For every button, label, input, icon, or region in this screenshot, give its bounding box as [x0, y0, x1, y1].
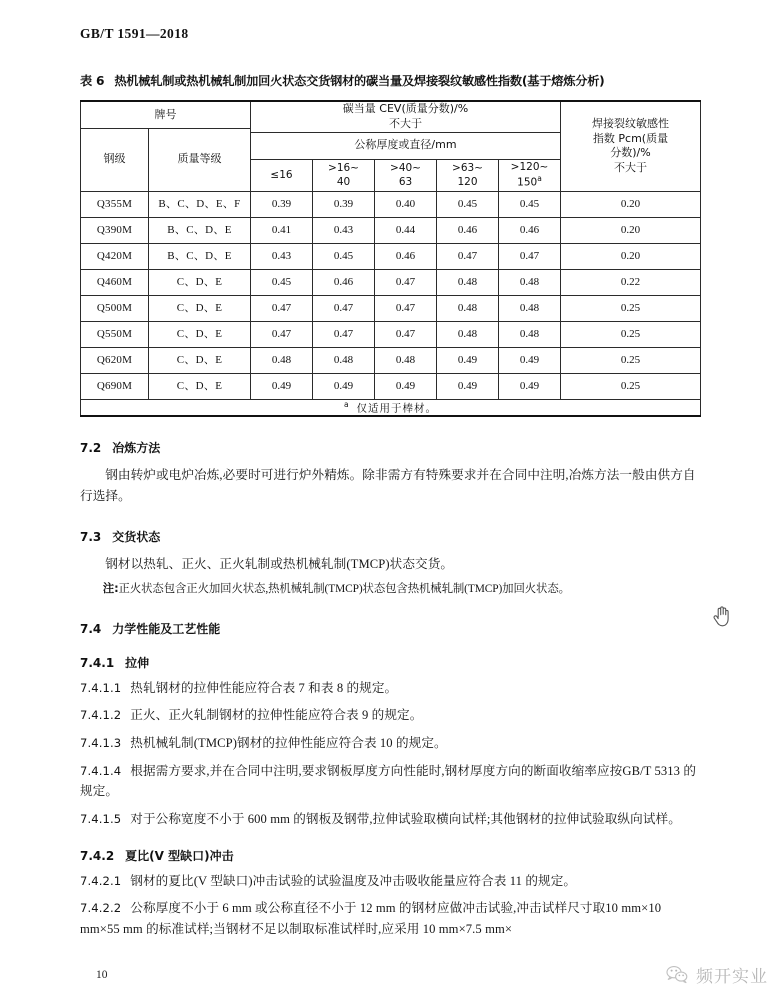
cell-cev-3: 0.48 [437, 295, 499, 321]
cell-grade: Q620M [81, 347, 149, 373]
cell-cev-0: 0.45 [251, 269, 313, 295]
cell-grade: Q690M [81, 373, 149, 399]
cell-quality: C、D、E [149, 373, 251, 399]
section-heading-7-4-1 [80, 654, 704, 671]
clause-number: 7.4.1.3 [80, 736, 122, 751]
header-range-4-footnote-mark: a [537, 174, 542, 184]
clause-7-4-2-1 [80, 871, 704, 892]
header-pcm-title-line2: 指数 Pcm(质量 [592, 131, 669, 145]
cell-cev-0: 0.41 [251, 217, 313, 243]
clause-text: 热机械轧制(TMCP)钢材的拉伸性能应符合表 10 的规定。 [130, 736, 447, 751]
cell-pcm: 0.22 [561, 269, 701, 295]
clause-text: 热轧钢材的拉伸性能应符合表 7 和表 8 的规定。 [130, 680, 398, 695]
header-range-2-line1: >40~ [390, 162, 421, 175]
header-range-0 [251, 159, 313, 191]
cell-quality: B、C、D、E、F [149, 191, 251, 217]
page-number: 10 [96, 969, 108, 981]
clause-number: 7.4.1.4 [80, 763, 122, 778]
cell-pcm: 0.25 [561, 347, 701, 373]
cell-cev-4: 0.49 [499, 347, 561, 373]
table-row [81, 347, 701, 373]
cell-grade: Q390M [81, 217, 149, 243]
header-steel-grade: 钢级 [81, 129, 149, 192]
cell-quality: B、C、D、E [149, 243, 251, 269]
cell-cev-1: 0.47 [313, 295, 375, 321]
section-heading-7-2 [80, 439, 704, 456]
cell-cev-0: 0.47 [251, 321, 313, 347]
header-range-3-line1: >63~ [452, 162, 483, 175]
cell-pcm: 0.20 [561, 243, 701, 269]
cell-cev-1: 0.46 [313, 269, 375, 295]
section-number: 7.3 [80, 530, 102, 545]
table-caption [80, 72, 704, 89]
section-title: 力学性能及工艺性能 [112, 621, 221, 636]
cell-cev-2: 0.47 [375, 295, 437, 321]
watermark-text: 频开实业 [696, 967, 768, 987]
header-range-2 [375, 159, 437, 191]
table-row [81, 191, 701, 217]
cell-cev-0: 0.47 [251, 295, 313, 321]
cell-cev-2: 0.44 [375, 217, 437, 243]
cell-cev-0: 0.43 [251, 243, 313, 269]
header-quality-grade: 质量等级 [149, 129, 251, 192]
table-footnote-mark: a [343, 399, 350, 409]
cell-cev-4: 0.49 [499, 373, 561, 399]
cell-cev-1: 0.39 [313, 191, 375, 217]
table-row [81, 295, 701, 321]
clause-7-4-1-5 [80, 809, 704, 830]
header-range-1-line1: >16~ [328, 162, 359, 175]
section-number: 7.2 [80, 441, 102, 456]
table-caption-number: 表 6 [80, 74, 105, 88]
clause-7-4-2-2 [80, 898, 704, 939]
cell-quality: C、D、E [149, 295, 251, 321]
section-number: 7.4 [80, 621, 102, 636]
section-title: 夏比(V 型缺口)冲击 [125, 848, 234, 863]
cell-grade: Q355M [81, 191, 149, 217]
header-designation: 牌号 [81, 101, 251, 129]
table-footnote [81, 399, 701, 416]
clause-text: 对于公称宽度不小于 600 mm 的钢板及钢带,拉伸试验取横向试样;其他钢材的拉伸试验取纵向试样。 [130, 811, 681, 826]
note-label: 注: [102, 580, 119, 595]
section-title: 交货状态 [112, 530, 161, 545]
header-cev-title: 碳当量 CEV(质量分数)/% [342, 102, 469, 115]
header-range-3-line2: 120 [457, 176, 478, 189]
cell-cev-3: 0.49 [437, 373, 499, 399]
section-7-3-note [80, 579, 704, 598]
cell-pcm: 0.25 [561, 321, 701, 347]
table-caption-text: 热机械轧制或热机械轧制加回火状态交货钢材的碳当量及焊接裂纹敏感性指数(基于熔炼分析) [114, 74, 605, 88]
clause-text: 钢材的夏比(V 型缺口)冲击试验的试验温度及冲击吸收能量应符合表 11 的规定。 [130, 873, 577, 888]
cell-quality: C、D、E [149, 269, 251, 295]
cell-cev-3: 0.48 [437, 321, 499, 347]
header-range-4 [499, 159, 561, 191]
cell-cev-4: 0.45 [499, 191, 561, 217]
header-range-2-line2: 63 [398, 176, 413, 189]
cell-cev-3: 0.48 [437, 269, 499, 295]
standard-number: GB/T 1591—2018 [80, 26, 189, 41]
cell-quality: B、C、D、E [149, 217, 251, 243]
table-row [81, 217, 701, 243]
cell-pcm: 0.25 [561, 373, 701, 399]
clause-7-4-1-2 [80, 705, 704, 726]
clause-number: 7.4.2.2 [80, 901, 122, 916]
cell-cev-1: 0.48 [313, 347, 375, 373]
cell-cev-4: 0.48 [499, 269, 561, 295]
header-range-0-line1: ≤16 [270, 169, 293, 182]
table-footnote-text: 仅适用于棒材。 [356, 402, 438, 415]
clause-7-4-1-4 [80, 761, 704, 802]
section-7-3-body: 钢材以热轧、正火、正火轧制或热机械轧制(TMCP)状态交货。 [105, 557, 454, 572]
clause-number: 7.4.1.1 [80, 680, 122, 695]
clause-text: 公称厚度不小于 6 mm 或公称直径不小于 12 mm 的钢材应做冲击试验,冲击试样尺寸取10 mm×10 mm×55 mm 的标准试样;当钢材不足以制取标准试样时,应采用 10 mm×7.5 mm× [80, 901, 662, 936]
clause-7-4-1-1 [80, 678, 704, 699]
cell-cev-1: 0.45 [313, 243, 375, 269]
hand-pointer-cursor-icon [712, 605, 732, 627]
cell-quality: C、D、E [149, 347, 251, 373]
section-heading-7-4-2 [80, 847, 704, 864]
cell-cev-0: 0.49 [251, 373, 313, 399]
running-header [80, 0, 704, 42]
cell-grade: Q550M [81, 321, 149, 347]
cell-cev-2: 0.46 [375, 243, 437, 269]
header-range-4-line2: 150$^a$ [517, 174, 542, 189]
cell-cev-4: 0.48 [499, 321, 561, 347]
section-heading-7-4 [80, 620, 704, 637]
clause-text: 正火、正火轧制钢材的拉伸性能应符合表 9 的规定。 [130, 708, 423, 723]
cell-pcm: 0.20 [561, 191, 701, 217]
clause-number: 7.4.1.5 [80, 811, 122, 826]
cell-cev-2: 0.47 [375, 269, 437, 295]
header-range-1-line2: 40 [336, 176, 351, 189]
header-range-4-line1: >120~ [510, 161, 549, 174]
section-number: 7.4.2 [80, 848, 115, 863]
section-title: 冶炼方法 [112, 441, 161, 456]
note-text: 正火状态包含正火加回火状态,热机械轧制(TMCP)状态包含热机械轧制(TMCP)加回火状态。 [118, 582, 570, 595]
table-row [81, 269, 701, 295]
cell-cev-1: 0.47 [313, 321, 375, 347]
clause-number: 7.4.2.1 [80, 873, 122, 888]
page-footer [0, 955, 784, 1001]
header-pcm-limit: 不大于 [614, 161, 647, 175]
header-pcm-group [561, 101, 701, 191]
cell-cev-4: 0.48 [499, 295, 561, 321]
cell-cev-2: 0.47 [375, 321, 437, 347]
header-cev-group [251, 101, 561, 132]
header-thickness: 公称厚度或直径/mm [251, 132, 561, 159]
watermark [665, 962, 768, 987]
section-number: 7.4.1 [80, 655, 115, 670]
cell-cev-0: 0.48 [251, 347, 313, 373]
cell-cev-3: 0.47 [437, 243, 499, 269]
cell-grade: Q420M [81, 243, 149, 269]
cell-cev-3: 0.46 [437, 217, 499, 243]
cell-cev-4: 0.47 [499, 243, 561, 269]
table-row [81, 243, 701, 269]
cell-cev-2: 0.49 [375, 373, 437, 399]
cell-cev-2: 0.40 [375, 191, 437, 217]
clause-number: 7.4.1.2 [80, 708, 122, 723]
cell-grade: Q460M [81, 269, 149, 295]
cell-cev-1: 0.43 [313, 217, 375, 243]
cell-grade: Q500M [81, 295, 149, 321]
table-row [81, 373, 701, 399]
cell-cev-3: 0.45 [437, 191, 499, 217]
section-heading-7-3 [80, 528, 704, 545]
cell-pcm: 0.20 [561, 217, 701, 243]
header-range-1 [313, 159, 375, 191]
cell-cev-3: 0.49 [437, 347, 499, 373]
cell-quality: C、D、E [149, 321, 251, 347]
header-pcm-title-line1: 焊接裂纹敏感性 [592, 116, 669, 130]
wechat-icon [665, 964, 689, 985]
section-7-2-body: 钢由转炉或电炉冶炼,必要时可进行炉外精炼。除非需方有特殊要求并在合同中注明,冶炼方法一般由供方自行选择。 [80, 468, 696, 503]
cell-pcm: 0.25 [561, 295, 701, 321]
table-row [81, 321, 701, 347]
cell-cev-4: 0.46 [499, 217, 561, 243]
header-cev-limit: 不大于 [389, 116, 422, 130]
header-pcm-title-line3: 分数)/% [610, 146, 651, 160]
header-range-3 [437, 159, 499, 191]
clause-text: 根据需方要求,并在合同中注明,要求钢板厚度方向性能时,钢材厚度方向的断面收缩率应按GB/T 5313 的规定。 [80, 763, 697, 799]
clause-7-4-1-3 [80, 733, 704, 754]
cell-cev-0: 0.39 [251, 191, 313, 217]
carbon-equivalent-table [80, 100, 701, 417]
cell-cev-2: 0.48 [375, 347, 437, 373]
cell-cev-1: 0.49 [313, 373, 375, 399]
section-title: 拉伸 [125, 655, 150, 670]
